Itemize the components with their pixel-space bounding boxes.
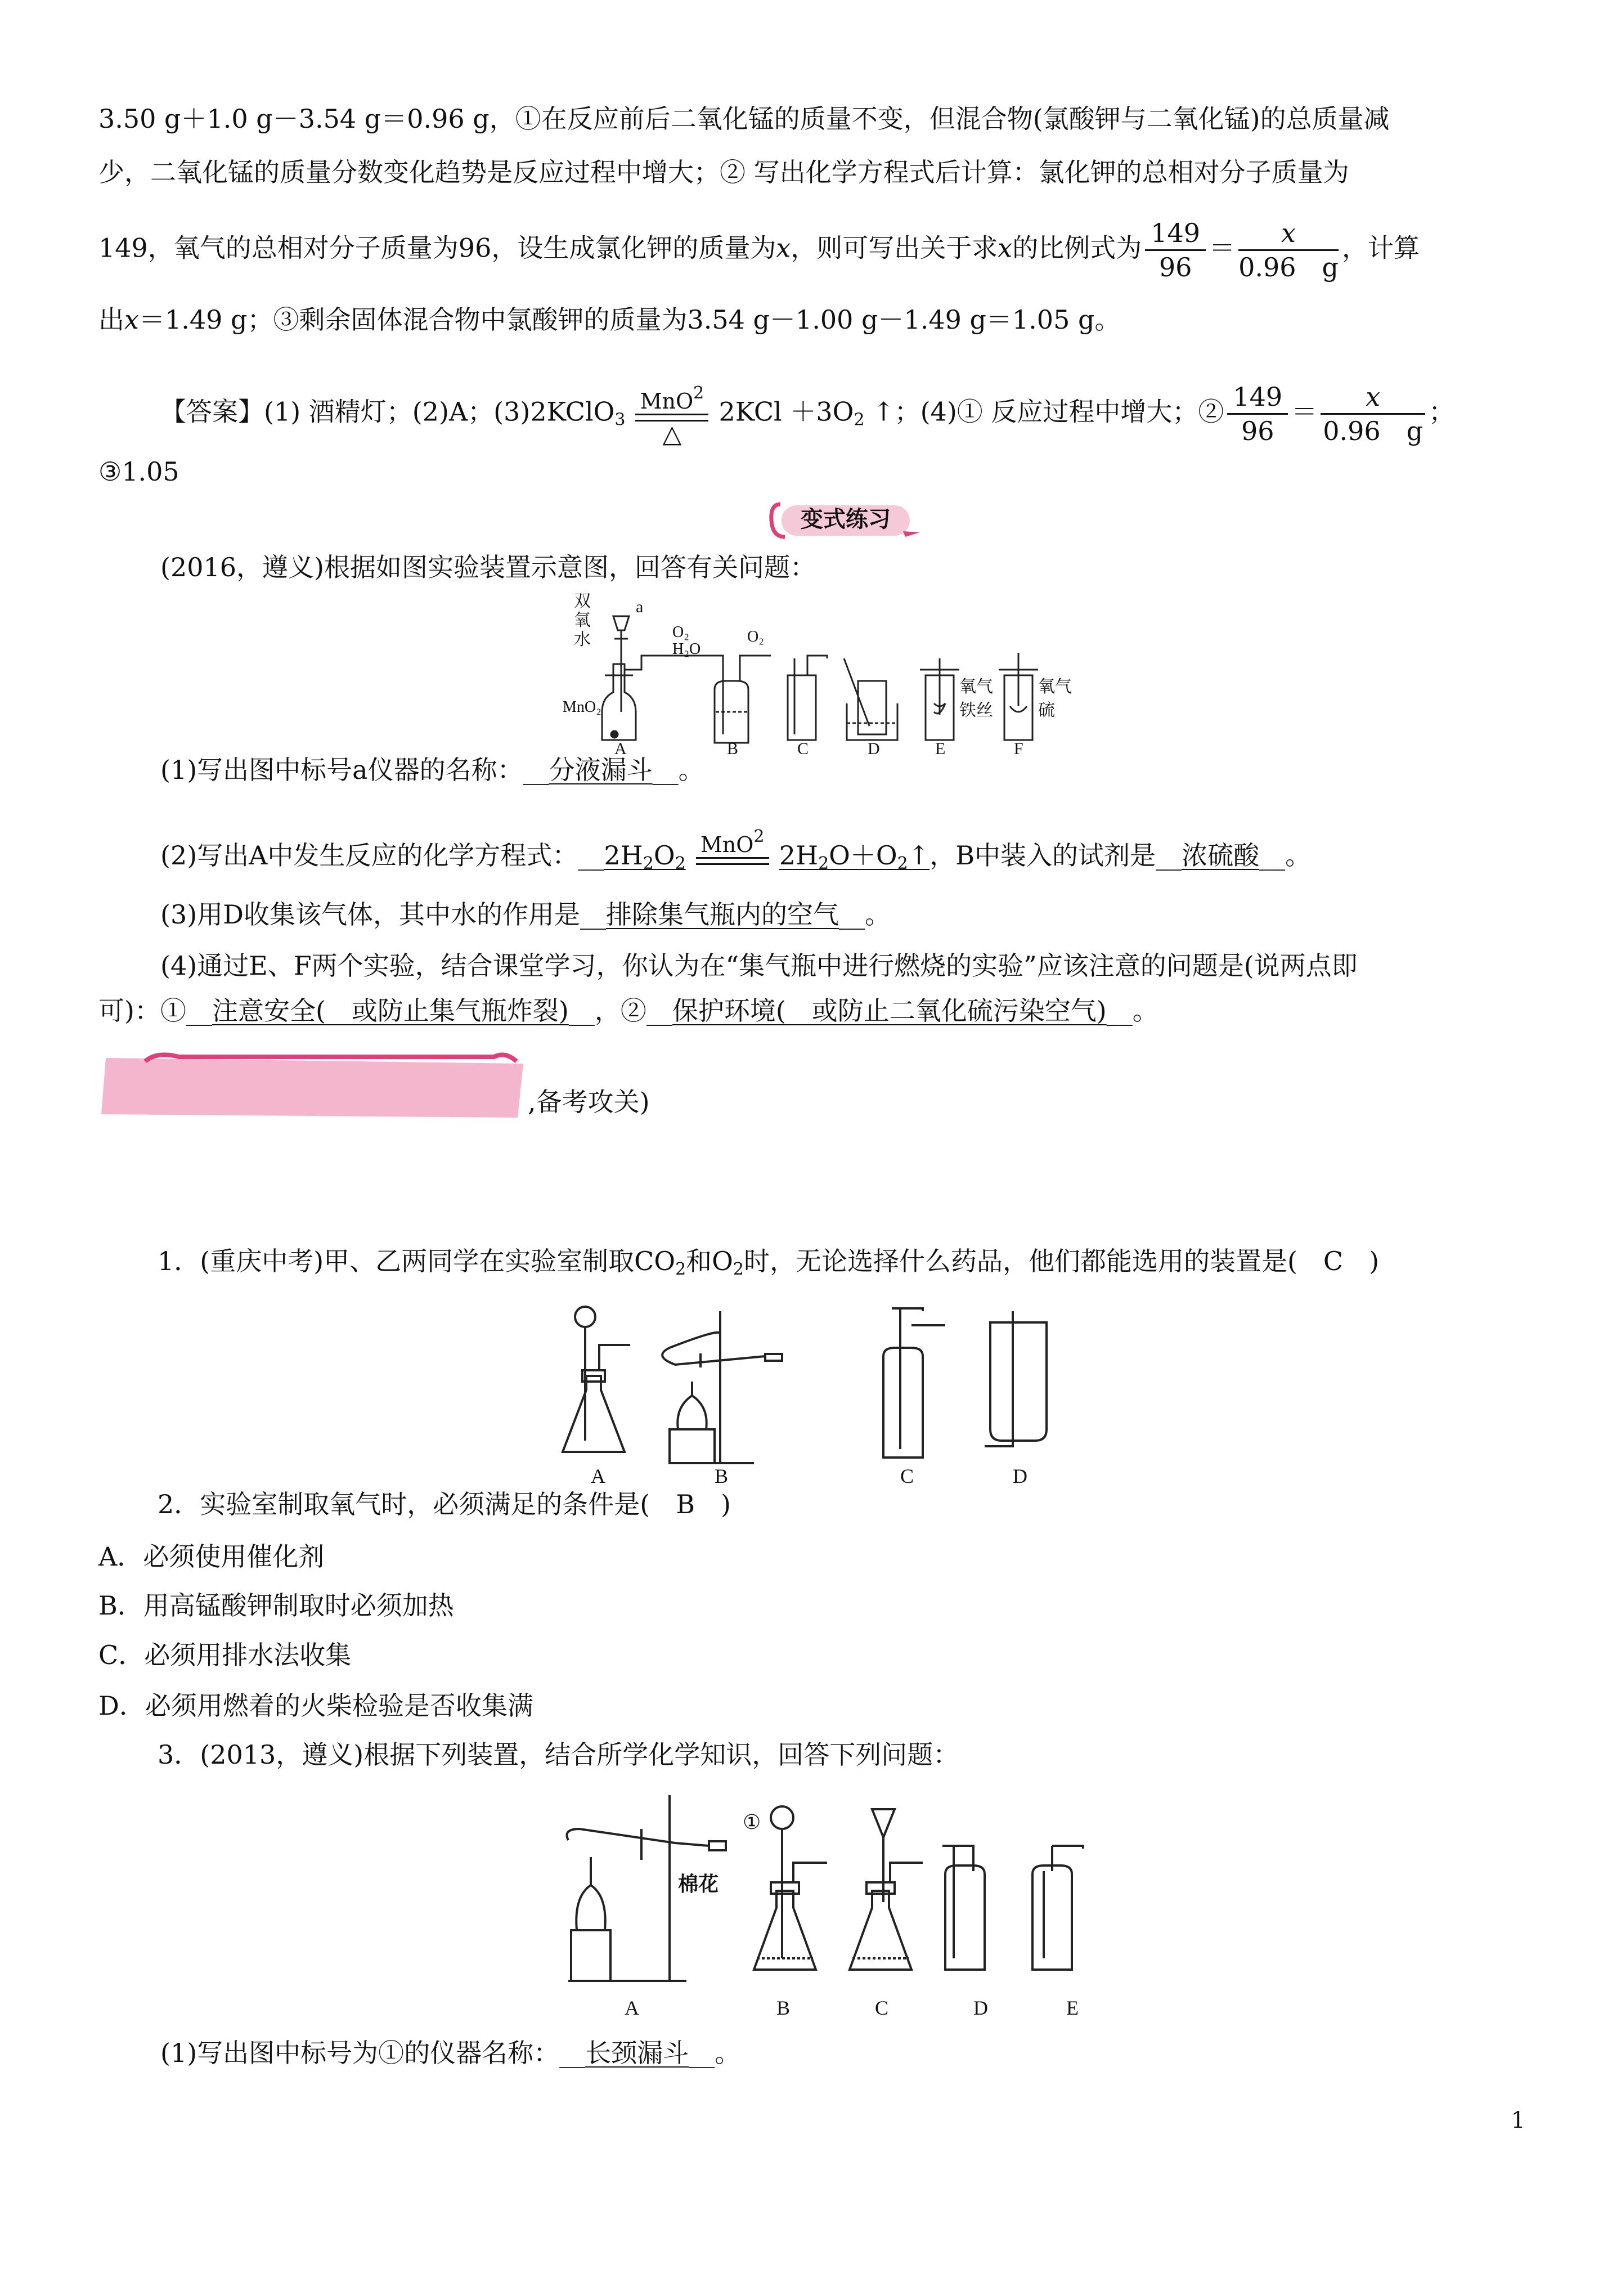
variant-q3: (3)用D收集该气体，其中水的作用是__排除集气瓶内的空气__。	[160, 899, 891, 930]
svg-text:A: A	[625, 1997, 639, 2019]
answer-blank-water-role: 排除集气瓶内的空气	[606, 899, 839, 930]
answer-line-2: ③1.05	[98, 456, 179, 487]
question-3-sub1: (1)写出图中标号为①的仪器名称：__长颈漏斗__。	[160, 2038, 741, 2068]
svg-text:MnO₂: MnO₂	[563, 698, 601, 716]
svg-text:A: A	[591, 1465, 605, 1486]
question-2-stem: 2．实验室制取氧气时，必须满足的条件是( B )	[158, 1489, 731, 1519]
apparatus-figure-a-f	[551, 591, 1137, 754]
variant-q4-line1: (4)通过E、F两个实验，结合课堂学习，你认为在“集气瓶中进行燃烧的实验”应该注意的问题是(说两点即	[160, 950, 1358, 981]
explanation-line-2: 少，二氧化锰的质量分数变化趋势是反应过程中增大；② 写出化学方程式后计算：氯化钾的总相对分子质量为	[98, 157, 1349, 187]
question-2-option-d: D．必须用燃着的火柴检验是否收集满	[98, 1690, 533, 1721]
answer-fraction-149-96: $\frac{149}{96}$	[1227, 380, 1288, 447]
svg-text:D: D	[868, 739, 880, 754]
svg-text:氧气: 氧气	[1038, 678, 1072, 696]
answer-blank-reagent: 浓硫酸	[1182, 840, 1260, 871]
svg-text:双: 双	[574, 592, 591, 611]
variant-q2: (2)写出A中发生反应的化学方程式：$\_\_2H_2O_2$ MnO$^2$ $2H_2O+O_2↑$，B中装入的试剂是__浓硫酸__。	[160, 827, 1312, 873]
variant-practice-badge	[768, 500, 923, 541]
badge-title: 变式练习	[801, 506, 891, 532]
svg-text:F: F	[1014, 739, 1023, 754]
banner-title: ,备考攻关)	[528, 1087, 650, 1117]
answer-blank-safety: 注意安全( 或防止集气瓶炸裂)	[212, 995, 569, 1026]
question-2-option-c: C．必须用排水法收集	[98, 1640, 352, 1670]
svg-text:E: E	[1066, 1997, 1079, 2019]
explanation-line-3: 149，氧气的总相对分子质量为96，设生成氯化钾的质量为x，则可写出关于求x的比例式为 $\frac{149}{96}$ ＝ $\frac{x}{0.96 g}$ ，计算	[98, 218, 1420, 282]
answer-blank-environment: 保护环境( 或防止二氧化硫污染空气)	[672, 995, 1107, 1026]
question-3-figure	[557, 1790, 1131, 2026]
svg-text:a: a	[636, 598, 644, 616]
answer-blank-funnel-type: 长颈漏斗	[585, 2038, 689, 2068]
svg-text:水: 水	[574, 630, 591, 649]
variant-q4-line2: 可)：①__注意安全( 或防止集气瓶炸裂)__，②__保护环境( 或防止二氧化硫污染空气)__。	[98, 995, 1159, 1026]
variant-q1: (1)写出图中标号a仪器的名称：__分液漏斗__。	[160, 755, 704, 785]
svg-text:硫: 硫	[1038, 701, 1055, 720]
svg-text:C: C	[875, 1997, 889, 2019]
answer-fraction-x-096: $\frac{x}{0.96 g}$	[1321, 380, 1425, 447]
svg-text:C: C	[900, 1465, 914, 1486]
svg-text:H₂O: H₂O	[672, 640, 701, 658]
svg-text:B: B	[776, 1997, 791, 2019]
svg-text:D: D	[973, 1997, 988, 2019]
svg-text:棉花: 棉花	[678, 1873, 719, 1895]
question-2-option-a: A．必须使用催化剂	[98, 1541, 325, 1572]
svg-text:氧气: 氧气	[959, 678, 993, 696]
answer-label: 【答案】	[160, 396, 264, 427]
svg-text:D: D	[1013, 1465, 1027, 1486]
variant-question-intro: (2016，遵义)根据如图实验装置示意图，回答有关问题：	[160, 552, 816, 582]
svg-text:铁丝: 铁丝	[959, 701, 993, 720]
question-2-option-b: B．用高锰酸钾制取时必须加热	[98, 1590, 454, 1621]
svg-text:B: B	[715, 1465, 729, 1486]
svg-text:O₂: O₂	[747, 628, 764, 645]
question-1-figure	[551, 1300, 1137, 1486]
var-x: x	[776, 232, 791, 263]
answer-blank-funnel: 分液漏斗	[549, 755, 653, 785]
explanation-line-4: 出x＝1.49 g；③剩余固体混合物中氯酸钾的质量为3.54 g－1.00 g－1.49 g＝1.05 g。	[98, 304, 1121, 335]
svg-text:A: A	[614, 739, 627, 754]
svg-text:O₂: O₂	[672, 624, 689, 641]
answer-blank-equation: $2H_2O_2$ MnO$^2$ $2H_2O+O_2↑$	[604, 827, 930, 873]
answer-line: 【答案】(1) 酒精灯；(2)A；(3)2KClO$_3$ MnO$^2$ △ $2KCl +3O_2$ ↑；(4)① 反应过程中增大；② $\frac{149}{96}$ ＝ $\frac{x}{0.96 g}$ ；	[160, 382, 1455, 449]
page-number: 1	[1511, 2107, 1525, 2133]
fraction-149-96: $\frac{149}{96}$	[1145, 217, 1206, 284]
svg-text:E: E	[935, 739, 946, 754]
svg-text:C: C	[797, 739, 809, 754]
question-3-stem: 3．(2013，遵义)根据下列装置，结合所学化学知识，回答下列问题：	[158, 1739, 959, 1770]
svg-text:氧: 氧	[574, 611, 591, 630]
reaction-condition: MnO$^2$ △	[635, 381, 708, 447]
section-banner	[100, 1051, 528, 1119]
svg-text:B: B	[727, 739, 739, 754]
explanation-line-1: 3.50 g＋1.0 g－3.54 g＝0.96 g，①在反应前后二氧化锰的质量不变，但混合物(氯酸钾与二氧化锰)的总质量减	[98, 104, 1390, 134]
fraction-x-096: $\frac{x}{0.96 g}$	[1238, 218, 1339, 282]
svg-text:①: ①	[743, 1811, 761, 1833]
question-1-stem: 1．(重庆中考)甲、乙两同学在实验室制取$CO_2$和$O_2$时，无论选择什么药品，他们都能选用的装置是( C )	[158, 1246, 1380, 1279]
